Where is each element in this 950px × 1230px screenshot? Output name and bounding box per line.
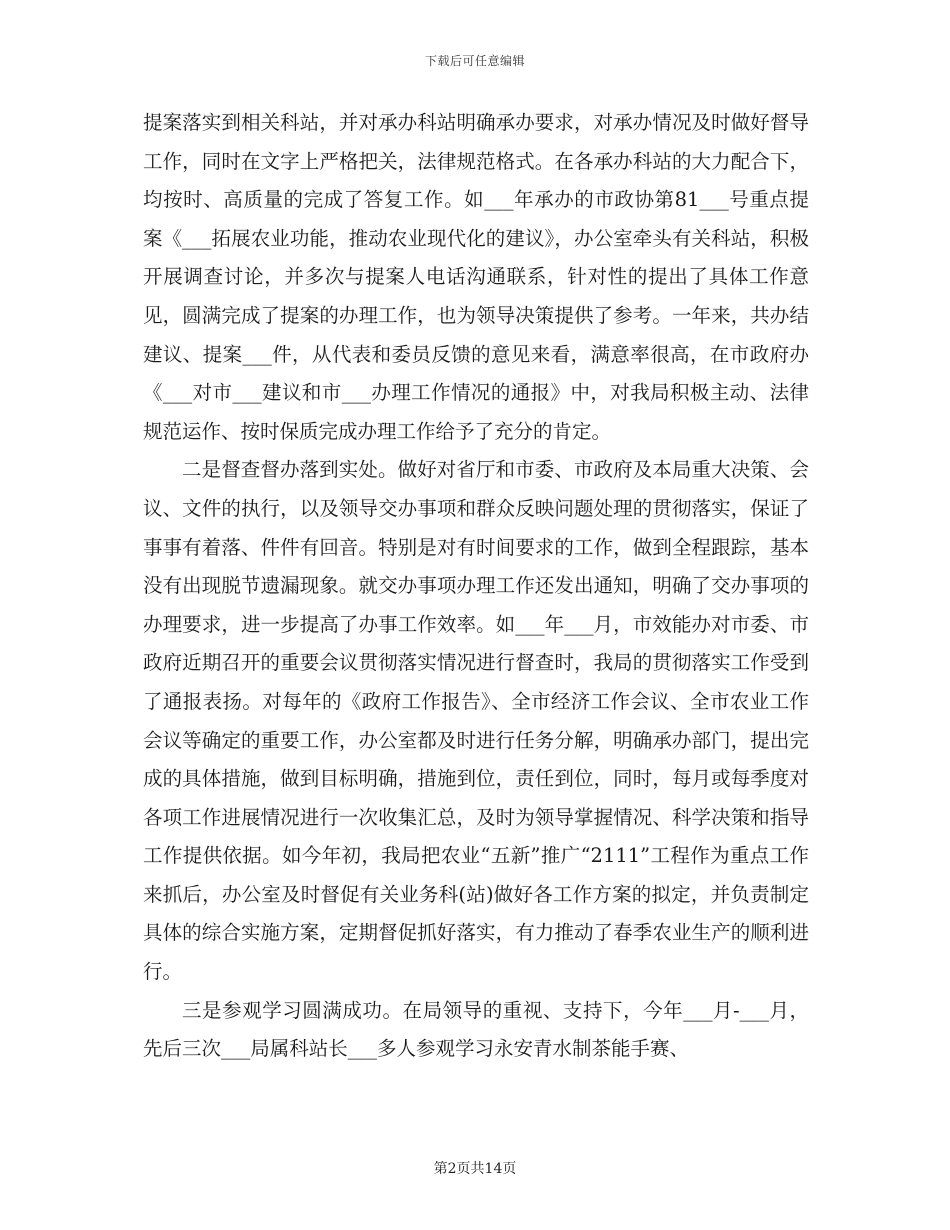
paragraph-1: 提案落实到相关科站，并对承办科站明确承办要求，对承办情况及时做好督导工作，同时在文字上严格把关，法律规范格式。在各承办科站的大力配合下，均按时、高质量的完成了答复工作。如___年承办的市政协第81___号重点提案《___拓展农业功能，推动农业现代化的建议》，办公室牵头有关科站，积极开展调查讨论，并多次与提案人电话沟通联系，针对性的提出了具体工作意见，圆满完成了提案的办理工作，也为领导决策提供了参考。一年来，共办结建议、提案___件，从代表和委员反馈的意见来看，满意率很高，在市政府办《___对市___建议和市___办理工作情况的通报》中，对我局积极主动、法律规范运作、按时保质完成办理工作给予了充分的肯定。 — [143, 111, 809, 443]
page-header: 下载后可任意编辑 — [424, 54, 525, 68]
paragraph-3: 三是参观学习圆满成功。在局领导的重视、支持下，今年___月-___月，先后三次___局属科站长___多人参观学习永安青水制茶能手赛、 — [143, 998, 809, 1061]
page-number: 第2页共14页 — [433, 1161, 517, 1177]
document-body — [143, 104, 809, 1069]
paragraph-2: 二是督查督办落到实处。做好对省厅和市委、市政府及本局重大决策、会议、文件的执行，以及领导交办事项和群众反映问题处理的贯彻落实，保证了事事有着落、件件有回音。特别是对有时间要求的工作，做到全程跟踪，基本没有出现脱节遗漏现象。就交办事项办理工作还发出通知，明确了交办事项的办理要求，进一步提高了办事工作效率。如___年___月，市效能办对市委、市政府近期召开的重要会议贯彻落实情况进行督查时，我局的贯彻落实工作受到了通报表扬。对每年的《政府工作报告》、全市经济工作会议、全市农业工作会议等确定的重要工作，办公室都及时进行任务分解，明确承办部门，提出完成的具体措施，做到目标明确，措施到位，责任到位，同时，每月或每季度对各项工作进展情况进行一次收集汇总，及时为领导掌握情况、科学决策和指导工作提供依据。如今年初，我局把农业“五新”推广“2111”工程作为重点工作来抓后，办公室及时督促有关业务科(站)做好各工作方案的拟定，并负责制定具体的综合实施方案，定期督促抓好落实，有力推动了春季农业生产的顺利进行。 — [143, 458, 809, 984]
